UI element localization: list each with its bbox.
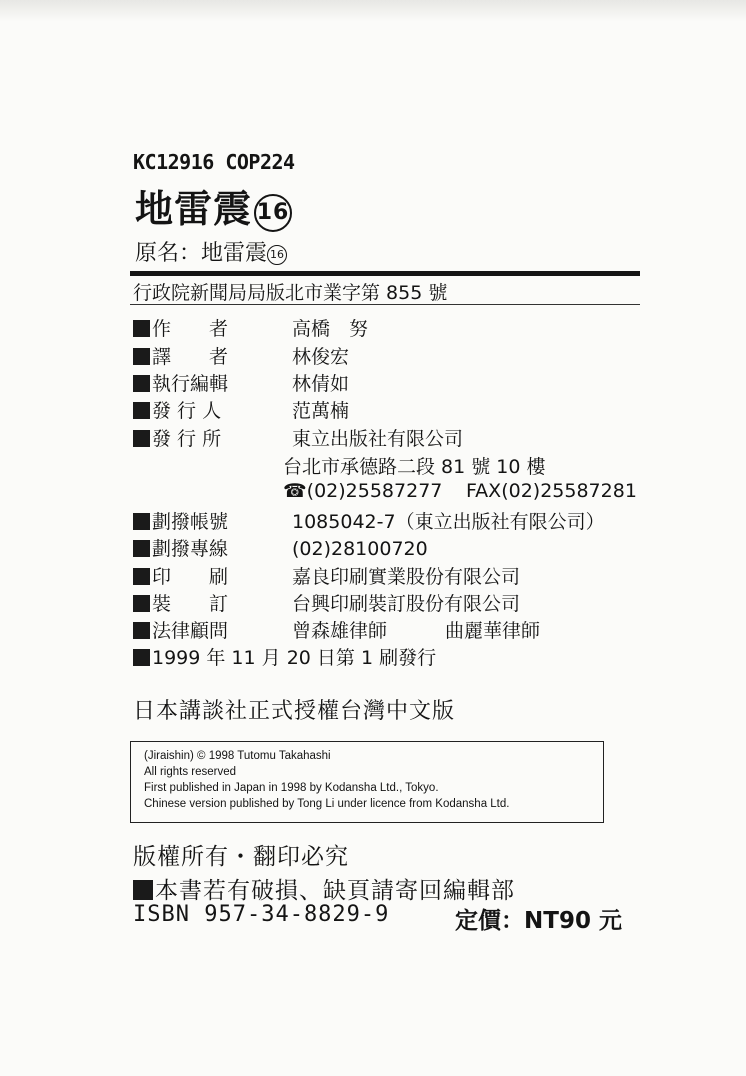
credit-label: 作 者	[152, 318, 229, 340]
damage-notice-row	[133, 872, 515, 905]
damage-notice: 本書若有破損、缺頁請寄回編輯部	[155, 878, 515, 904]
release-row	[133, 643, 436, 669]
publisher-fax: FAX(02)25587281	[466, 480, 637, 502]
volume-number-badge: 16	[254, 194, 292, 232]
credit-label: 發 行 所	[152, 428, 222, 450]
publisher-phone: ☎(02)25587277	[283, 480, 443, 502]
credit-row-publisher	[133, 424, 463, 450]
rights-notice: 版權所有・翻印必究	[133, 844, 349, 870]
original-title-text: 原名：地雷震	[135, 241, 268, 266]
publisher-address: 台北市承德路二段 81 號 10 樓	[283, 456, 546, 478]
credit-row-binder	[133, 589, 520, 615]
bullet-square-icon	[133, 348, 150, 365]
credit-row-legal	[133, 616, 387, 642]
license-number: 行政院新聞局局版北市業字第 855 號	[133, 282, 448, 304]
copyright-line: All rights reserved	[144, 766, 237, 778]
credit-row-postal-account	[133, 507, 605, 533]
top-edge-shading	[0, 0, 746, 22]
credit-label: 法律顧問	[152, 620, 229, 642]
bullet-square-icon	[133, 375, 150, 392]
credit-row-author	[133, 314, 368, 340]
credit-value: 高橋 努	[292, 318, 369, 340]
authorization-notice: 日本講談社正式授權台灣中文版	[133, 699, 456, 724]
credit-label: 裝 訂	[152, 593, 229, 615]
copyright-line: (Jiraishin) © 1998 Tutomu Takahashi	[144, 750, 331, 762]
bullet-square-icon	[133, 568, 150, 585]
book-title	[135, 178, 292, 233]
credit-row-postal-line	[133, 534, 428, 560]
original-volume-badge: 16	[267, 245, 287, 265]
copyright-line: Chinese version published by Tong Li under licence from Kodansha Ltd.	[144, 798, 510, 810]
credit-row-printer	[133, 562, 520, 588]
credit-value: 嘉良印刷實業股份有限公司	[292, 566, 521, 588]
credit-value: 曾森雄律師	[292, 620, 388, 642]
copyright-line: First published in Japan in 1998 by Kodansha Ltd., Tokyo.	[144, 782, 439, 794]
bullet-square-icon	[133, 320, 150, 337]
credit-value: 東立出版社有限公司	[292, 428, 464, 450]
thin-divider	[130, 304, 640, 305]
bullet-square-icon	[133, 430, 150, 447]
credit-row-publisher-person	[133, 396, 349, 422]
book-title-text: 地雷震	[135, 187, 253, 231]
credit-value: 林俊宏	[292, 346, 350, 368]
credit-value: (02)28100720	[292, 538, 428, 560]
price: 定價：NT90 元	[455, 908, 622, 934]
isbn: ISBN 957-34-8829-9	[133, 902, 390, 927]
credit-value: 1085042-7（東立出版社有限公司）	[292, 511, 605, 533]
original-title	[135, 236, 287, 267]
credit-label: 譯 者	[152, 346, 229, 368]
bullet-square-icon	[133, 622, 150, 639]
bullet-square-icon	[133, 513, 150, 530]
credit-label: 劃撥帳號	[152, 511, 229, 533]
legal-counsel-2: 曲麗華律師	[445, 620, 541, 642]
bullet-square-icon	[133, 649, 150, 666]
credit-value: 林倩如	[292, 373, 350, 395]
bullet-square-icon	[133, 540, 150, 557]
release-date: 1999 年 11 月 20 日第 1 刷發行	[152, 647, 437, 669]
bullet-square-icon	[133, 880, 153, 900]
thick-divider	[130, 271, 640, 276]
credit-value: 台興印刷裝訂股份有限公司	[292, 593, 521, 615]
credit-label: 發 行 人	[152, 400, 222, 422]
credit-label: 執行編輯	[152, 373, 229, 395]
credit-row-translator	[133, 342, 349, 368]
credit-label: 劃撥專線	[152, 538, 229, 560]
credit-label: 印 刷	[152, 566, 229, 588]
credit-row-editor	[133, 369, 349, 395]
catalog-code: KC12916 COP224	[133, 150, 295, 174]
bullet-square-icon	[133, 402, 150, 419]
bullet-square-icon	[133, 595, 150, 612]
credit-value: 范萬楠	[292, 400, 350, 422]
